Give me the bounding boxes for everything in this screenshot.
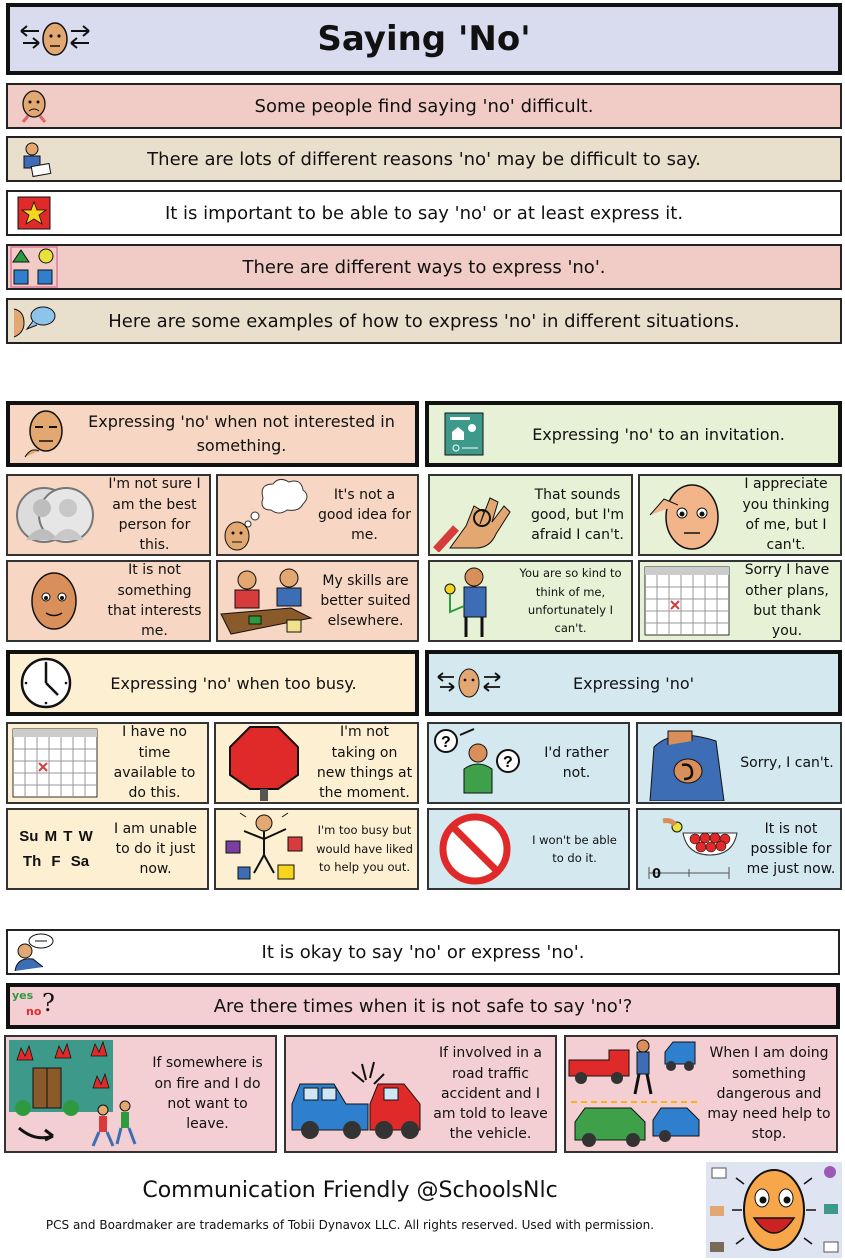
tile-appreciate [638, 474, 842, 556]
tile-text: Sorry I have other plans, but thank you. [744, 562, 830, 640]
yes-label: yes [12, 989, 34, 1002]
shapes-icon [8, 246, 60, 288]
intro-text-5: Here are some examples of how to express 'no' in different situations. [108, 310, 740, 332]
clock-icon [10, 656, 82, 710]
tile-not-sure [6, 474, 211, 556]
star-icon [8, 192, 60, 234]
safety-question-bar [6, 983, 840, 1029]
tile-not-taking-new [214, 722, 419, 804]
safety-question-text: Are there times when it is not safe to say 'no'? [213, 995, 633, 1017]
tile-text: When I am doing something dangerous and may need help to stop. [707, 1045, 831, 1143]
thinking-face-icon [218, 478, 312, 552]
people-working-icon [218, 564, 314, 638]
calendar-icon [640, 565, 734, 637]
tile-unable [6, 808, 209, 890]
sorry-sign-icon [638, 725, 734, 801]
tile-text: It is not something that interests me. [107, 562, 202, 640]
logo-happy-face-icon [706, 1162, 842, 1258]
okay-text: It is okay to say 'no' or express 'no'. [261, 941, 585, 963]
tile-sounds-good [428, 474, 633, 556]
two-people-icon [8, 478, 100, 552]
tile-text: I appreciate you thinking of me, but I can't. [742, 476, 830, 554]
intro-row-2 [6, 136, 842, 182]
face-icon [8, 565, 100, 637]
tile-no-time [6, 722, 209, 804]
tile-wont-be-able [427, 808, 630, 890]
okay-bar [6, 929, 840, 975]
question-mark: ? [42, 989, 55, 1017]
bored-face-icon [10, 407, 82, 461]
balls-bowl-icon [638, 811, 742, 887]
tile-text: It is not possible for me just now. [746, 820, 836, 878]
intro-text-2: There are lots of different reasons 'no' may be difficult to say. [147, 148, 701, 170]
tile-text: My skills are better suited elsewhere. [320, 572, 411, 630]
svg-text:?: ? [441, 734, 451, 751]
prohibited-icon [429, 811, 521, 887]
person-flower-icon [430, 563, 510, 639]
footer-legal: PCS and Boardmaker are trademarks of Tobii Dynavox LLC. All rights reserved. Used with permission. [45, 1218, 655, 1232]
tile-too-busy [214, 808, 419, 890]
busy-person-icon [216, 811, 312, 887]
tile-not-interests [6, 560, 211, 642]
stop-sign-icon [216, 725, 312, 801]
intro-row-3 [6, 190, 842, 236]
title-bar [6, 3, 842, 75]
no-label: no [26, 1005, 42, 1018]
invitation-card-icon [429, 410, 499, 458]
week-days-icon [8, 828, 104, 870]
tile-not-possible [636, 808, 842, 890]
section-header-text: Expressing 'no' when too busy. [110, 673, 357, 693]
section-header-text: Expressing 'no' [572, 673, 695, 693]
tile-text: Sorry, I can't. [740, 754, 834, 771]
thoughtful-face-icon [640, 477, 732, 553]
tile-skills [216, 560, 419, 642]
tile-dangerous [564, 1035, 838, 1153]
days-row-1: Su M T W [19, 828, 93, 845]
scale-zero-label: 0 [652, 867, 662, 882]
ok-hand-icon [430, 478, 524, 552]
person-speaking-icon [8, 931, 60, 973]
tile-text: If somewhere is on fire and I do not want to leave. [152, 1055, 263, 1133]
yes-no-question-icon [10, 987, 62, 1025]
svg-text:?: ? [503, 754, 513, 771]
tile-rather-not [427, 722, 630, 804]
tile-so-kind [428, 560, 633, 642]
intro-row-5 [6, 298, 842, 344]
tile-fire [4, 1035, 277, 1153]
section-header-invitation [425, 401, 842, 467]
page-title: Saying 'No' [317, 19, 531, 59]
intro-text-4: There are different ways to express 'no'. [242, 256, 606, 278]
tile-accident [284, 1035, 557, 1153]
face-arrows-icon [10, 17, 100, 61]
questioning-person-icon [429, 725, 525, 801]
speech-icon [8, 300, 60, 342]
days-row-2: Th F Sa [22, 853, 90, 870]
tile-text: I'm not taking on new things at the moment. [316, 724, 413, 802]
tile-text: You are so kind to think of me, unfortunately I can't. [519, 566, 622, 636]
tile-text: I'd rather not. [544, 744, 609, 781]
worried-face-icon [8, 85, 60, 127]
section-header-general [425, 650, 842, 716]
tile-text: That sounds good, but I'm afraid I can't. [530, 486, 625, 544]
tile-text: I won't be able to do it. [532, 832, 617, 865]
tile-not-good-idea [216, 474, 419, 556]
section-header-text: Expressing 'no' to an invitation. [532, 424, 785, 444]
intro-text-3: It is important to be able to say 'no' or at least express it. [164, 202, 684, 224]
intro-row-1 [6, 83, 842, 129]
tile-text: I'm not sure I am the best person for this. [108, 476, 201, 554]
fire-exit-icon [6, 1038, 140, 1150]
tile-text: It's not a good idea for me. [317, 486, 412, 544]
tile-sorry-cant [636, 722, 842, 804]
tile-other-plans [638, 560, 842, 642]
section-header-not-interested [6, 401, 419, 467]
tile-text: I'm too busy but would have liked to help you out. [316, 823, 413, 875]
intro-text-1: Some people find saying 'no' difficult. [254, 95, 594, 117]
tile-text: I am unable to do it just now. [114, 820, 197, 878]
footer-brand: Communication Friendly @SchoolsNlc [142, 1178, 558, 1203]
tile-text: If involved in a road traffic accident and I am told to leave the vehicle. [433, 1045, 548, 1143]
calendar-icon [8, 727, 102, 799]
section-header-busy [6, 650, 419, 716]
traffic-icon [566, 1038, 702, 1150]
car-crash-icon [286, 1044, 426, 1144]
intro-row-4 [6, 244, 842, 290]
section-header-text: Expressing 'no' when not interested in something. [88, 412, 395, 455]
tile-text: I have no time available to do this. [113, 724, 196, 802]
person-writing-icon [8, 138, 60, 180]
face-arrows-icon [429, 663, 509, 703]
